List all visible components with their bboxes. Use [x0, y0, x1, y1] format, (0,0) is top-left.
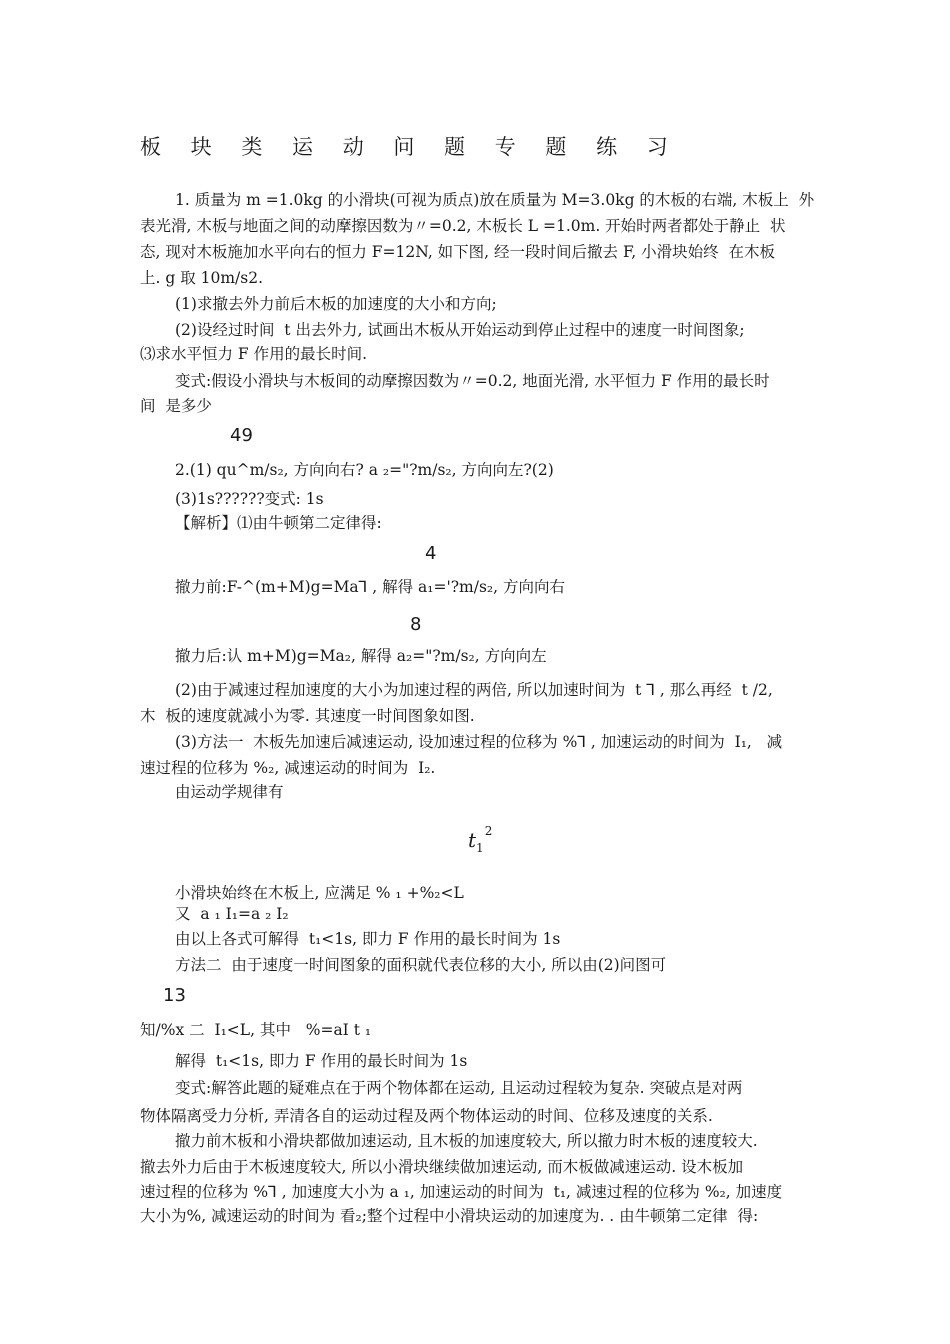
text-line: (2)设经过时间 t 出去外力, 试画出木板从开始运动到停止过程中的速度一时间图象;: [175, 321, 745, 339]
formula-sup: 2: [484, 824, 493, 839]
text-line: 2.(1) qu^m/s₂, 方向向右? a ₂="?m/s₂, 方向向左?(2): [175, 461, 554, 479]
text-line: 速过程的位移为 %₂, 减速运动的时间为 I₂.: [140, 759, 436, 777]
text-line: 方法二 由于速度一时间图象的面积就代表位移的大小, 所以由(2)问图可: [175, 956, 667, 974]
text-line: 由以上各式可解得 t₁<1s, 即力 F 作用的最长时间为 1s: [175, 930, 561, 948]
formula-sub: 1: [476, 841, 484, 855]
text-line: 物体隔离受力分析, 弄清各自的运动过程及两个物体运动的时间、位移及速度的关系.: [140, 1107, 713, 1125]
text-line: (3)方法一 木板先加速后减速运动, 设加速过程的位移为 %⅂ , 加速运动的时间为 I₁, 减: [175, 733, 783, 751]
text-line: 【解析】⑴由牛顿第二定律得:: [175, 514, 382, 532]
text-line: 表光滑, 木板与地面之间的动摩擦因数为〃=0.2, 木板长 L =1.0m. 开始时两者都处于静止 状: [140, 217, 786, 235]
formula-base: t: [468, 828, 477, 852]
document-title: 板 块 类 运 动 问 题 专 题 练 习: [140, 135, 680, 159]
text-line: 解得 t₁<1s, 即力 F 作用的最长时间为 1s: [175, 1052, 468, 1070]
text-line: 知/%x 二 I₁<L, 其中 %=aI t ₁: [140, 1021, 372, 1039]
text-line: 又 a ₁ I₁=a ₂ I₂: [175, 905, 289, 923]
text-line: 撤力后:认 m+M)g=Ma₂, 解得 a₂="?m/s₂, 方向向左: [175, 647, 547, 665]
text-line: 1. 质量为 m =1.0kg 的小滑块(可视为质点)放在质量为 M=3.0kg 的木板的右端, 木板上 外: [175, 191, 815, 209]
text-line: 撤力前:F-^(m+M)g=Ma⅂ , 解得 a₁='?m/s₂, 方向向右: [175, 578, 565, 596]
text-line: 大小为%, 减速运动的时间为 看₂;整个过程中小滑块运动的加速度为. . 由牛顿第二定律 得:: [140, 1207, 759, 1225]
text-line: 变式:假设小滑块与木板间的动摩擦因数为〃=0.2, 地面光滑, 水平恒力 F 作用的最长时: [175, 372, 770, 390]
text-line: 小滑块始终在木板上, 应满足 % ₁ +%₂<L: [175, 884, 464, 902]
answer-number: 13: [163, 985, 186, 1006]
fraction-numerator: 8: [410, 614, 422, 635]
text-line: 速过程的位移为 %⅂ , 加速度大小为 a ₁, 加速运动的时间为 t₁, 减速过程的位移为 %₂, 加速度: [140, 1183, 783, 1201]
text-line: 态, 现对木板施加水平向右的恒力 F=12N, 如下图, 经一段时间后撤去 F, 小滑块始终 在木板: [140, 243, 776, 261]
text-line: ⑶求水平恒力 F 作用的最长时间.: [140, 345, 368, 363]
text-line: (2)由于减速过程加速度的大小为加速过程的两倍, 所以加速时间为 t ⅂ , 那么再经 t /2,: [175, 681, 773, 699]
text-line: (1)求撤去外力前后木板的加速度的大小和方向;: [175, 295, 497, 313]
formula-t1-squared: [468, 824, 493, 855]
text-line: 撤去外力后由于木板速度较大, 所以小滑块继续做加速运动, 而木板做减速运动. 设木板加: [140, 1158, 744, 1176]
answer-number: 49: [230, 425, 253, 446]
text-line: 上. g 取 10m/s2.: [140, 269, 264, 287]
text-line: 变式:解答此题的疑难点在于两个物体都在运动, 且运动过程较为复杂. 突破点是对两: [175, 1079, 743, 1097]
text-line: (3)1s??????变式: 1s: [175, 490, 324, 508]
text-line: 木 板的速度就减小为零. 其速度一时间图象如图.: [140, 707, 475, 725]
fraction-numerator: 4: [425, 543, 437, 564]
text-line: 间 是多少: [140, 397, 212, 415]
text-line: 由运动学规律有: [175, 783, 284, 801]
text-line: 撤力前木板和小滑块都做加速运动, 且木板的加速度较大, 所以撤力时木板的速度较大.: [175, 1132, 758, 1150]
